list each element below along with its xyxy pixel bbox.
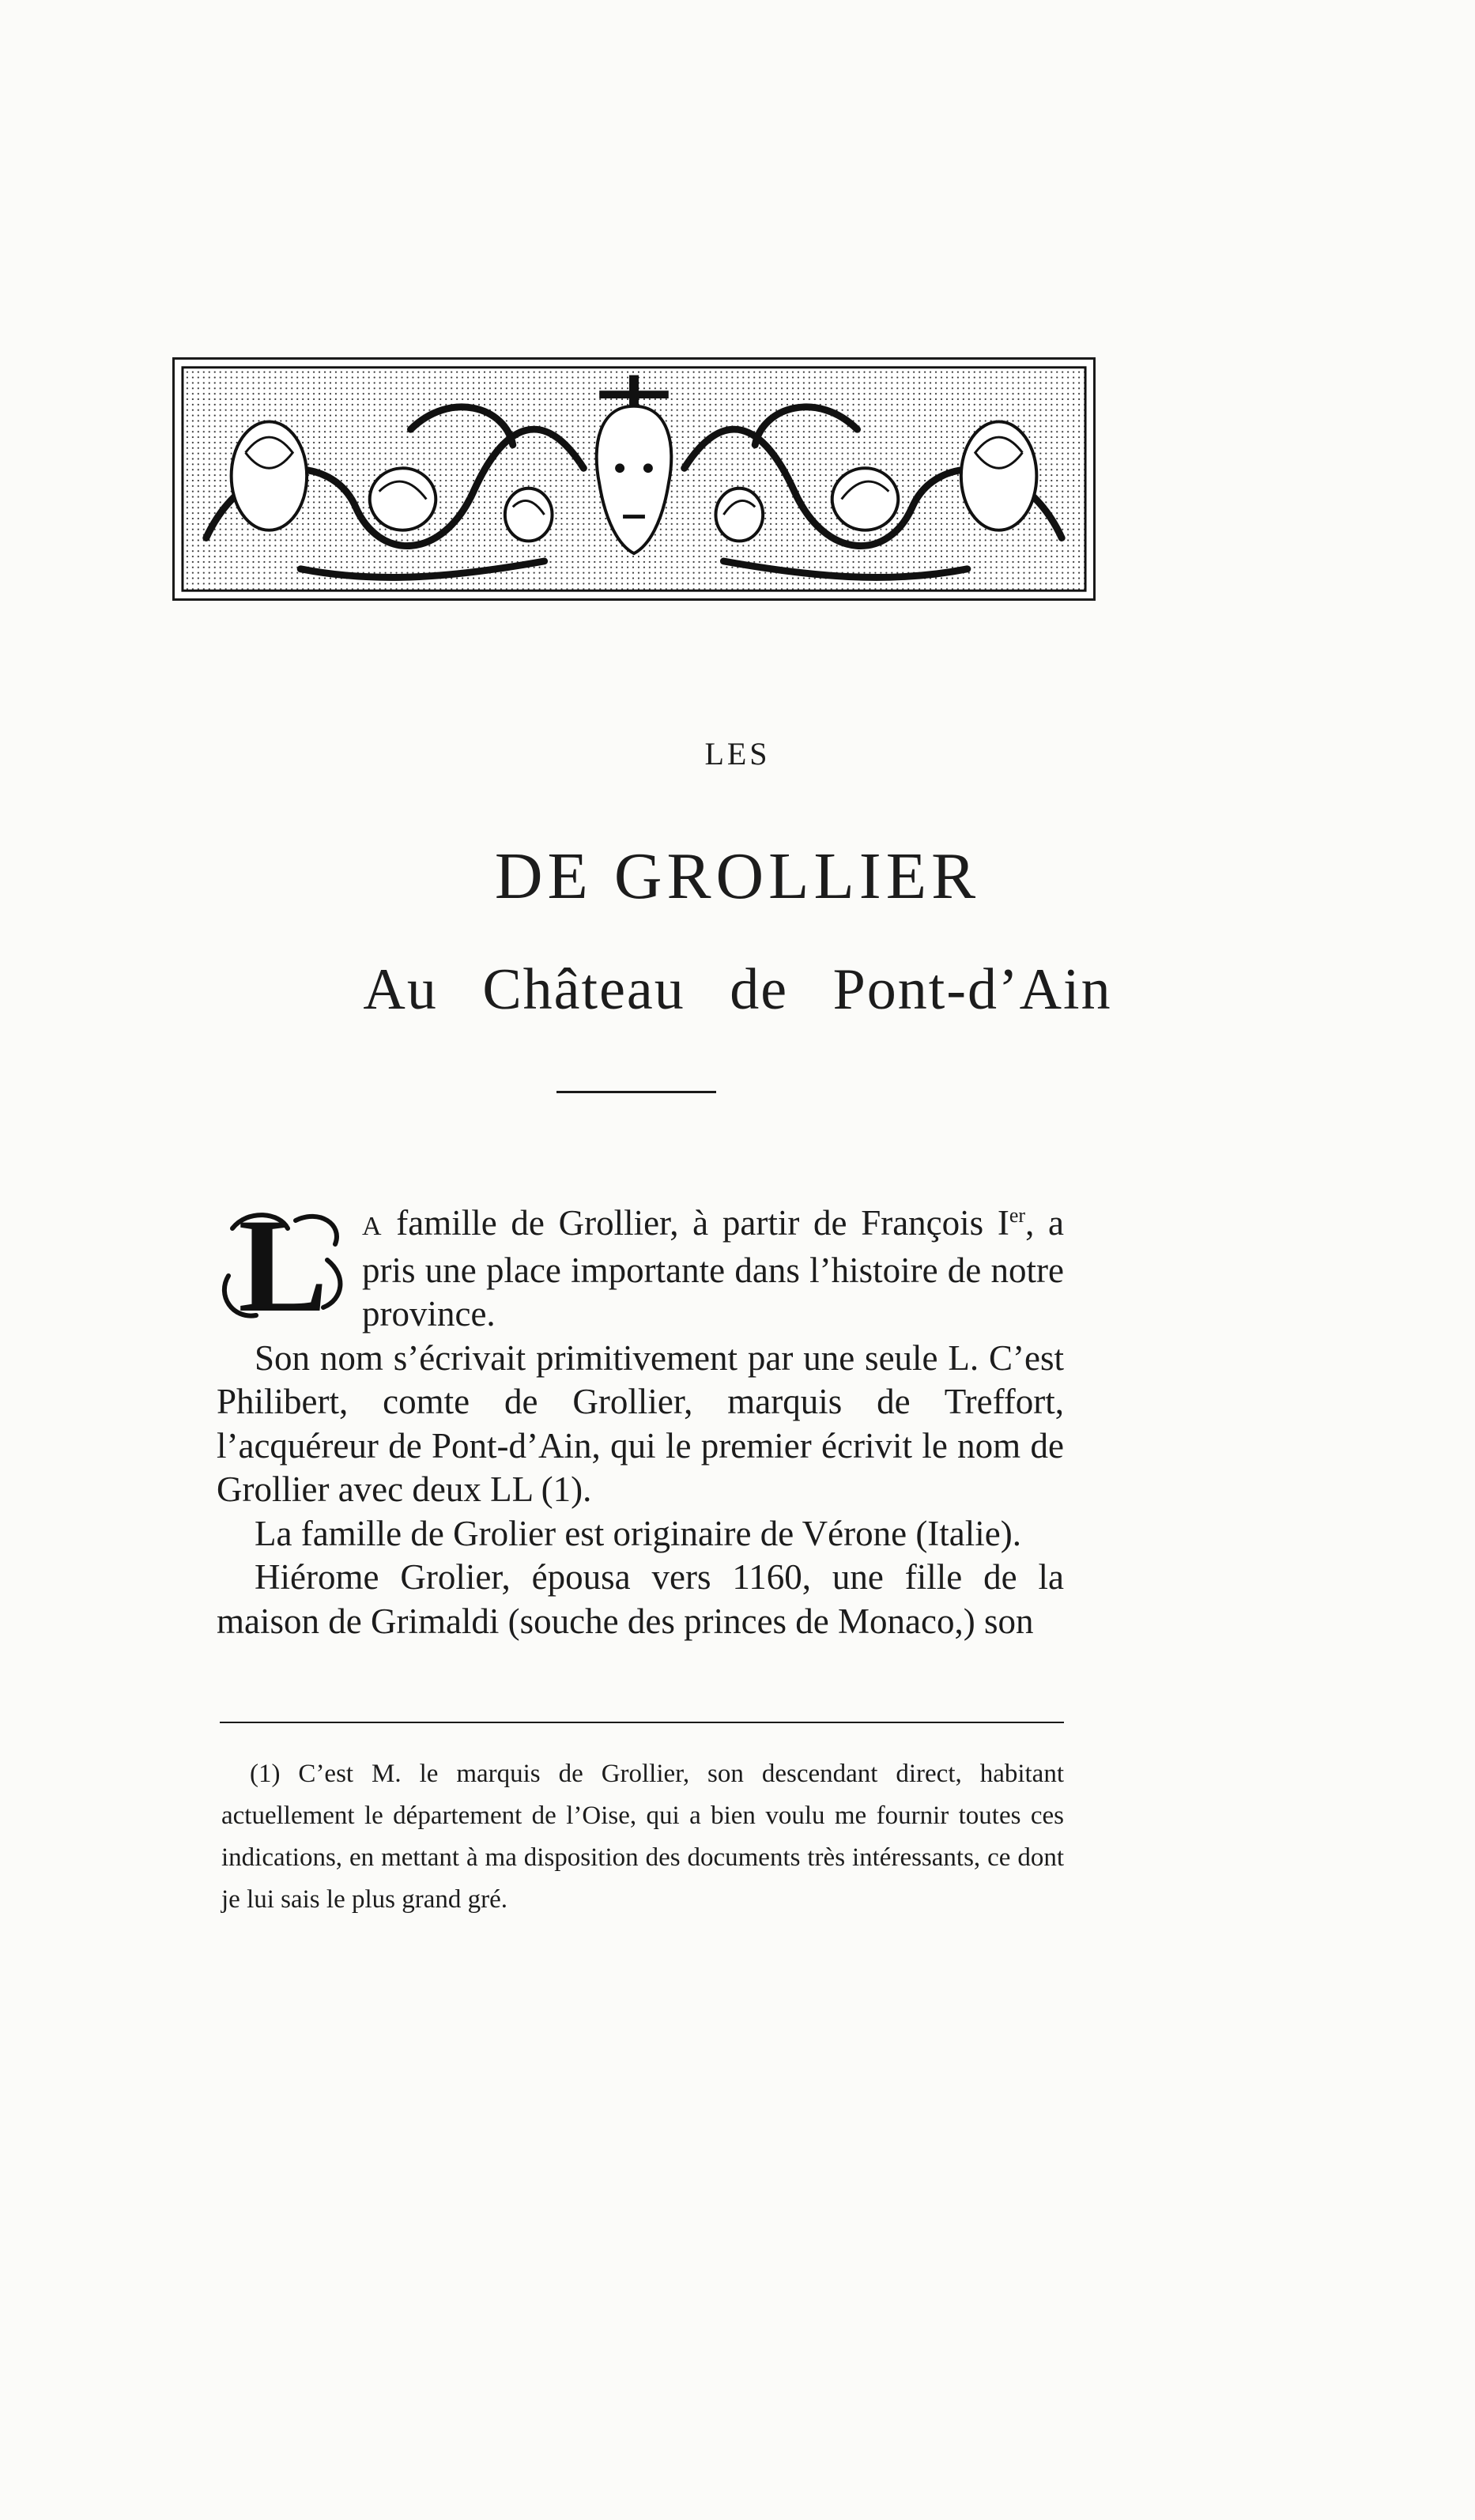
footnote-text: (1) C’est M. le marquis de Grollier, son descendant direct, habitant actuellement le département de l’Oise, qui a bien voulu me fournir toutes ces indications, en mettant à ma disposition des documents très intéressants, ce dont je lui sais le plus grand gré. [221,1760,1064,1914]
paragraph-1 [217,1191,1064,1340]
paragraph-3: La famille de Grolier est originaire de Vérone (Italie). [255,1513,1021,1553]
ornament-engraving [175,360,1093,598]
paragraph-2: Son nom s’écrivait primitivement par une seule L. C’est Philibert, comte de Grollier, marquis de Treffort, l’acquéreur de Pont-d’Ain, qui le premier écrivit le nom de Grollier avec deux LL (1). [217,1337,1064,1509]
page-title: DE GROLLIER [494,839,981,913]
title-divider [556,1091,716,1093]
paragraph-1-tail: , a pris une place importante dans l’histoire de notre province. [362,1203,1064,1334]
title-les: LES [704,736,771,771]
body-text [217,1191,1064,1643]
superscript-er: er [1009,1204,1026,1227]
drop-cap-letter: L [238,1191,328,1340]
small-cap-a: A [362,1212,383,1241]
paragraph-1-lead: famille de Grollier, à partir de François I [382,1203,1009,1243]
drop-cap [217,1191,349,1340]
footnote [221,1753,1064,1921]
ornamental-headpiece [172,357,1096,601]
page-subtitle: Au Château de Pont-d’Ain [363,957,1112,1022]
paragraph-4: Hiérome Grolier, épousa vers 1160, une fille de la maison de Grimaldi (souche des princes de Monaco,) son [217,1557,1064,1641]
footnote-divider [220,1722,1064,1723]
